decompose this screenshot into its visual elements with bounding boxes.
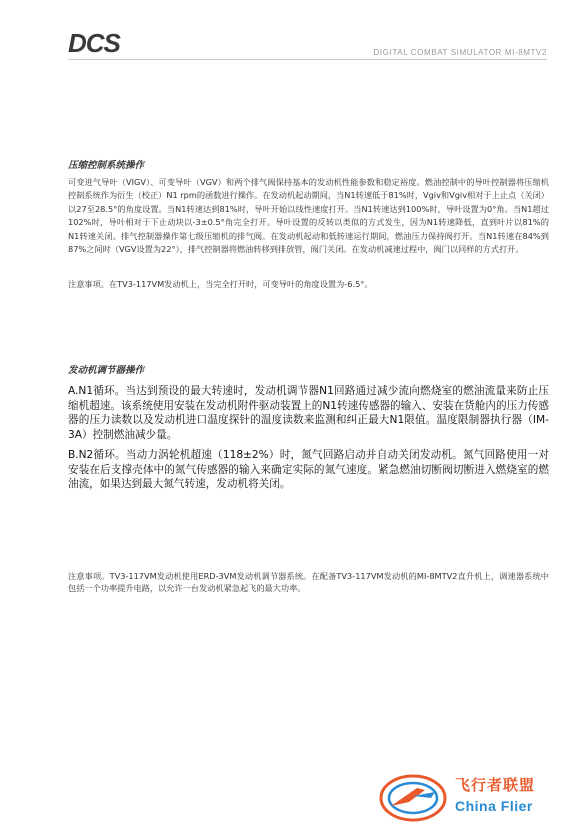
note-governor: 注意事项。TV3-117VM发动机使用ERD-3VM发动机调节器系统。在配备TV3-117VM发动机的MI-8MTV2直升机上，调速器系统中包括一个功率提升电路，以允许一台发动机紧急起飞的最大功率。: [68, 571, 549, 593]
section-title-governor: 发动机调节器操作: [68, 365, 145, 376]
watermark-chinese-text: 飞行者联盟: [455, 777, 536, 794]
header-divider: [68, 59, 547, 60]
dcs-logo: [68, 30, 134, 56]
section-title-compressor: 压缩控制系统操作: [68, 160, 145, 171]
note-compressor: 注意事项。在TV3-117VM发动机上，当完全打开时，可变导叶的角度设置为-6.5°。: [68, 279, 373, 289]
watermark-english-text: China Flier: [455, 798, 533, 814]
header-title: DIGITAL COMBAT SIMULATOR MI-8MTV2: [373, 48, 547, 57]
china-flier-logo-icon: [373, 766, 453, 826]
paragraph-n1-loop: A.N1循环。当达到预设的最大转速时，发动机调节器N1回路通过减少流向燃烧室的燃油流量来防止压缩机超速。该系统使用安装在发动机附件驱动装置上的N1转速传感器的输入、安装在货舱内的压力传感器的压力读数以及发动机进口温度探针的温度读数来监测和纠正最大N1限值。温度限制器执行器（IM-3A）控制燃油减少量。: [68, 385, 549, 441]
paragraph-compressor: 可变进气导叶（VIGV）、可变导叶（VGV）和两个排气阀保持基本的发动机性能参数和稳定裕度。燃油控制中的导叶控制器将压缩机控制系统作为衍生（校正）N1 rpm的函数进行操作。在发动机起动期间，当N1转速低于81%时，Vgiv和Vgiv相对于上止点（关闭）以27至28.5°的角度设置。当N1转速达到81%时，导叶开始以线性速度打开。当N1转速达到100%时，导叶设置为0°角。当N1超过102%时，导叶相对于下止动块以-3±0.5°角完全打开。导叶设置的反转以类似的方式发生，因为N1转速降低，直到叶片以81%的N1转速关闭。排气控制器操作第七级压缩机的排气阀。在发动机起动和低转速运行期间，燃油压力保持阀打开。当N1转速在84%到87%之间时（VGV设置为22°），排气控制器将燃油转移到排放管，阀门关闭。在发动机减速过程中，阀门以同样的方式打开。: [68, 177, 549, 255]
paragraph-n2-loop: B.N2循环。当动力涡轮机超速（118±2%）时，氮气回路启动并自动关闭发动机。氮气回路使用一对安装在后支撑壳体中的氮气传感器的输入来确定实际的氮气速度。紧急燃油切断阀切断进入燃烧室的燃油流，如果达到最大氮气转速，发动机将关闭。: [68, 449, 549, 491]
china-flier-watermark: [373, 766, 573, 826]
dcs-logo-text: DCS: [68, 30, 120, 56]
